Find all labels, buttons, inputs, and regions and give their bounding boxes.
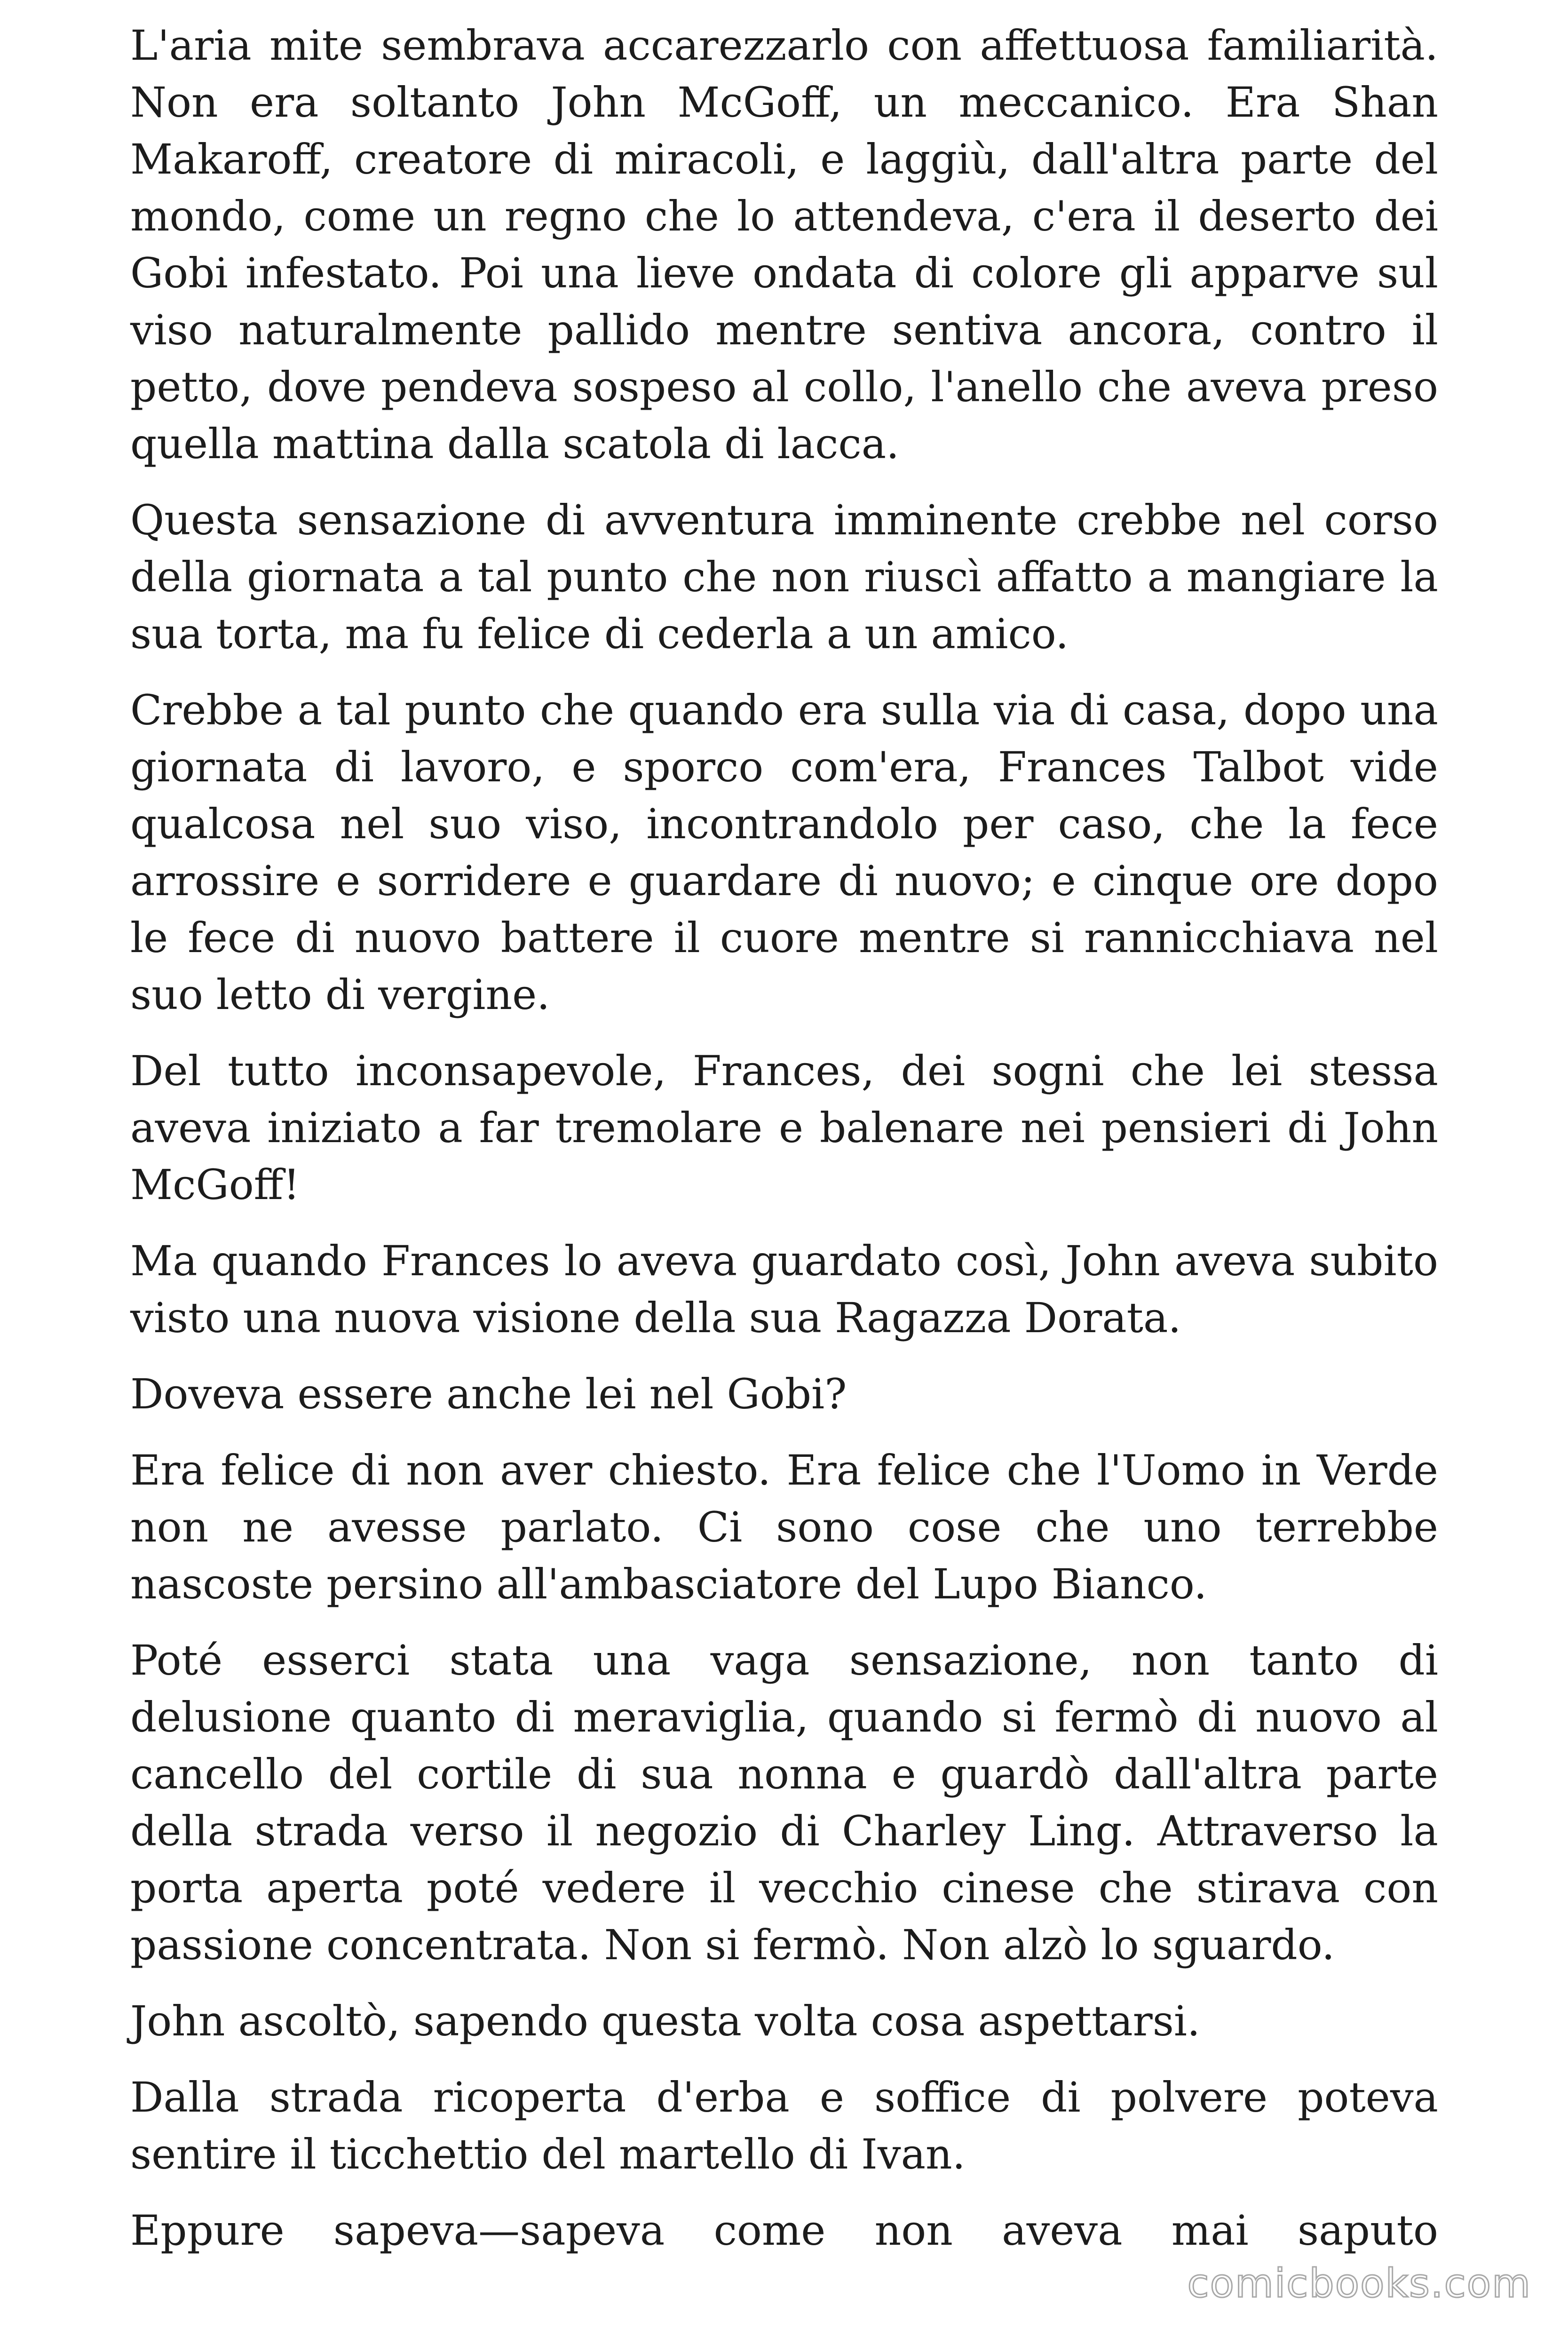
paragraph: Dalla strada ricoperta d'erba e soffice di polvere poteva sentire il ticchettio del martello di Ivan. (130, 2073, 1438, 2178)
book-page-text (130, 17, 1438, 2259)
paragraph: Ma quando Frances lo aveva guardato così, John aveva subito visto una nuova visione della sua Ragazza Dorata. (130, 1237, 1438, 1342)
watermark: comicbooks.com (1187, 2260, 1531, 2306)
paragraph: Del tutto inconsapevole, Frances, dei sogni che lei stessa aveva iniziato a far tremolare e balenare nei pensieri di John McGoff! (130, 1047, 1438, 1209)
paragraph: Era felice di non aver chiesto. Era felice che l'Uomo in Verde non ne avesse parlato. Ci sono cose che uno terrebbe nascoste persino all'ambasciatore del Lupo Bianco. (130, 1446, 1438, 1608)
paragraph: John ascoltò, sapendo questa volta cosa aspettarsi. (130, 1997, 1201, 2045)
paragraph-continued: Eppure sapeva—sapeva come non aveva mai saputo (130, 2206, 1438, 2255)
paragraph: Crebbe a tal punto che quando era sulla via di casa, dopo una giornata di lavoro, e sporco com'era, Frances Talbot vide qualcosa nel suo viso, incontrandolo per caso, che la fece arrossire e sorridere e guardare di nuovo; e cinque ore dopo le fece di nuovo battere il cuore mentre si rannicchiava nel suo letto di vergine. (130, 686, 1438, 1019)
paragraph: Poté esserci stata una vaga sensazione, non tanto di delusione quanto di meraviglia, quando si fermò di nuovo al cancello del cortile di sua nonna e guardò dall'altra parte della strada verso il negozio di Charley Ling. Attraverso la porta aperta poté vedere il vecchio cinese che stirava con passione concentrata. Non si fermò. Non alzò lo sguardo. (130, 1636, 1438, 1969)
paragraph: L'aria mite sembrava accarezzarlo con affettuosa familiarità. Non era soltanto John McGoff, un meccanico. Era Shan Makaroff, creatore di miracoli, e laggiù, dall'altra parte del mondo, come un regno che lo attendeva, c'era il deserto dei Gobi infestato. Poi una lieve ondata di colore gli apparve sul viso naturalmente pallido mentre sentiva ancora, contro il petto, dove pendeva sospeso al collo, l'anello che aveva preso quella mattina dalla scatola di lacca. (130, 21, 1438, 468)
paragraph: Doveva essere anche lei nel Gobi? (130, 1370, 847, 1418)
paragraph: Questa sensazione di avventura imminente crebbe nel corso della giornata a tal punto che non riuscì affatto a mangiare la sua torta, ma fu felice di cederla a un amico. (130, 496, 1438, 658)
